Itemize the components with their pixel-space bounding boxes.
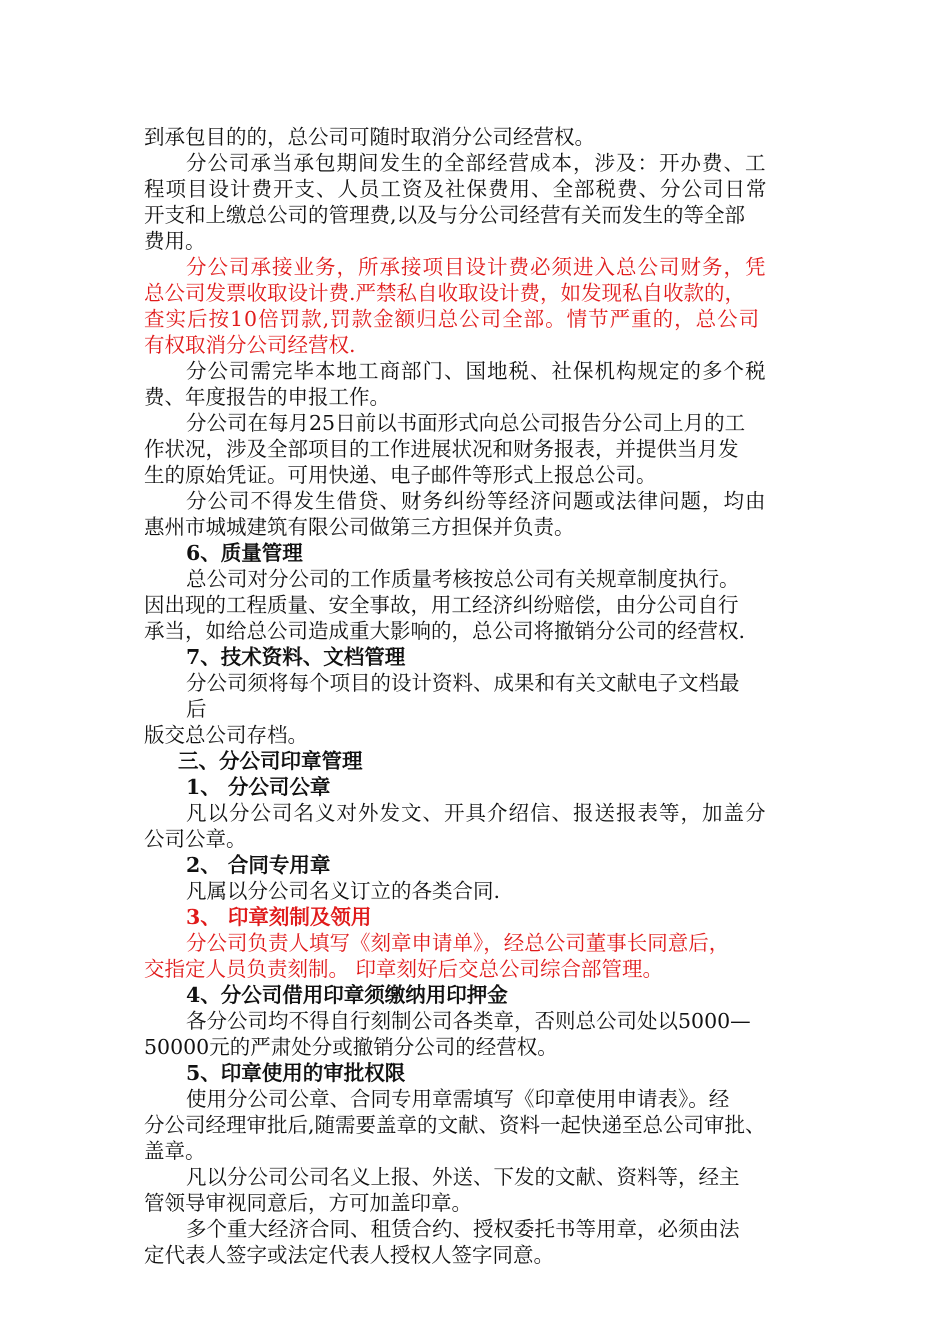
paragraph-line: 后 bbox=[186, 697, 207, 721]
paragraph-line: 凡属以分公司名义订立的各类合同. bbox=[186, 879, 501, 903]
section-heading: 6、质量管理 bbox=[186, 541, 303, 565]
paragraph-line: 各分公司均不得自行刻制公司各类章，否则总公司处以5000— bbox=[186, 1009, 751, 1033]
paragraph-line: 分公司承当承包期间发生的全部经营成本，涉及：开办费、工 bbox=[186, 151, 767, 175]
paragraph-line: 开支和上缴总公司的管理费,以及与分公司经营有关而发生的等全部 bbox=[144, 203, 746, 227]
paragraph-line: 分公司在每月25日前以书面形式向总公司报告分公司上月的工 bbox=[186, 411, 746, 435]
paragraph-line: 到承包目的的，总公司可随时取消分公司经营权。 bbox=[144, 125, 595, 149]
highlight-line: 交指定人员负责刻制。 印章刻好后交总公司综合部管理。 bbox=[144, 957, 664, 981]
paragraph-line: 盖章。 bbox=[144, 1139, 206, 1163]
paragraph-line: 定代表人签字或法定代表人授权人签字同意。 bbox=[144, 1243, 554, 1267]
highlight-line: 分公司负责人填写《刻章申请单》，经总公司董事长同意后， bbox=[186, 931, 730, 955]
section-heading: 4、分公司借用印章须缴纳用印押金 bbox=[186, 983, 508, 1007]
paragraph-line: 作状况，涉及全部项目的工作进展状况和财务报表，并提供当月发 bbox=[144, 437, 739, 461]
paragraph-line: 管领导审视同意后，方可加盖印章。 bbox=[144, 1191, 472, 1215]
paragraph-line: 分公司经理审批后,随需要盖章的文献、资料一起快递至总公司审批、 bbox=[144, 1113, 766, 1137]
highlight-line: 分公司承接业务，所承接项目设计费必须进入总公司财务，凭 bbox=[186, 255, 767, 279]
paragraph-line: 分公司需完毕本地工商部门、国地税、社保机构规定的多个税 bbox=[186, 359, 767, 383]
paragraph-line: 版交总公司存档。 bbox=[144, 723, 308, 747]
section-heading: 7、技术资料、文档管理 bbox=[186, 645, 406, 669]
section-heading: 5、印章使用的审批权限 bbox=[186, 1061, 406, 1085]
paragraph-line: 公司公章。 bbox=[144, 827, 247, 851]
paragraph-line: 凡以分公司名义对外发文、开具介绍信、报送报表等，加盖分 bbox=[186, 801, 767, 825]
paragraph-line: 总公司对分公司的工作质量考核按总公司有关规章制度执行。 bbox=[186, 567, 740, 591]
paragraph-line: 50000元的严肃处分或撤销分公司的经营权。 bbox=[144, 1035, 558, 1059]
paragraph-line: 生的原始凭证。可用快递、电子邮件等形式上报总公司。 bbox=[144, 463, 657, 487]
highlight-line: 总公司发票收取设计费.严禁私自收取设计费，如发现私自收款的， bbox=[144, 281, 746, 305]
paragraph-line: 承当，如给总公司造成重大影响的，总公司将撤销分公司的经营权. bbox=[144, 619, 746, 643]
paragraph-line: 程项目设计费开支、人员工资及社保费用、全部税费、分公司日常 bbox=[144, 177, 768, 201]
paragraph-line: 分公司不得发生借贷、财务纠纷等经济问题或法律问题，均由 bbox=[186, 489, 767, 513]
highlight-line: 有权取消分公司经营权. bbox=[144, 333, 356, 357]
paragraph-line: 使用分公司公章、合同专用章需填写《印章使用申请表》。经 bbox=[186, 1087, 730, 1111]
paragraph-line: 惠州市城城建筑有限公司做第三方担保并负责。 bbox=[144, 515, 575, 539]
section-heading: 3、 印章刻制及领用 bbox=[186, 905, 372, 929]
chapter-heading: 三、分公司印章管理 bbox=[178, 749, 363, 773]
section-heading: 1、 分公司公章 bbox=[186, 775, 331, 799]
section-heading: 2、 合同专用章 bbox=[186, 853, 331, 877]
paragraph-line: 凡以分公司公司名义上报、外送、下发的文献、资料等，经主 bbox=[186, 1165, 740, 1189]
paragraph-line: 费、年度报告的申报工作。 bbox=[144, 385, 390, 409]
highlight-line: 查实后按10倍罚款,罚款金额归总公司全部。情节严重的，总公司 bbox=[144, 307, 761, 331]
paragraph-line: 多个重大经济合同、租赁合约、授权委托书等用章，必须由法 bbox=[186, 1217, 740, 1241]
paragraph-line: 费用。 bbox=[144, 229, 206, 253]
paragraph-line: 因出现的工程质量、安全事故，用工经济纠纷赔偿，由分公司自行 bbox=[144, 593, 739, 617]
paragraph-line: 分公司须将每个项目的设计资料、成果和有关文献电子文档最 bbox=[186, 671, 740, 695]
